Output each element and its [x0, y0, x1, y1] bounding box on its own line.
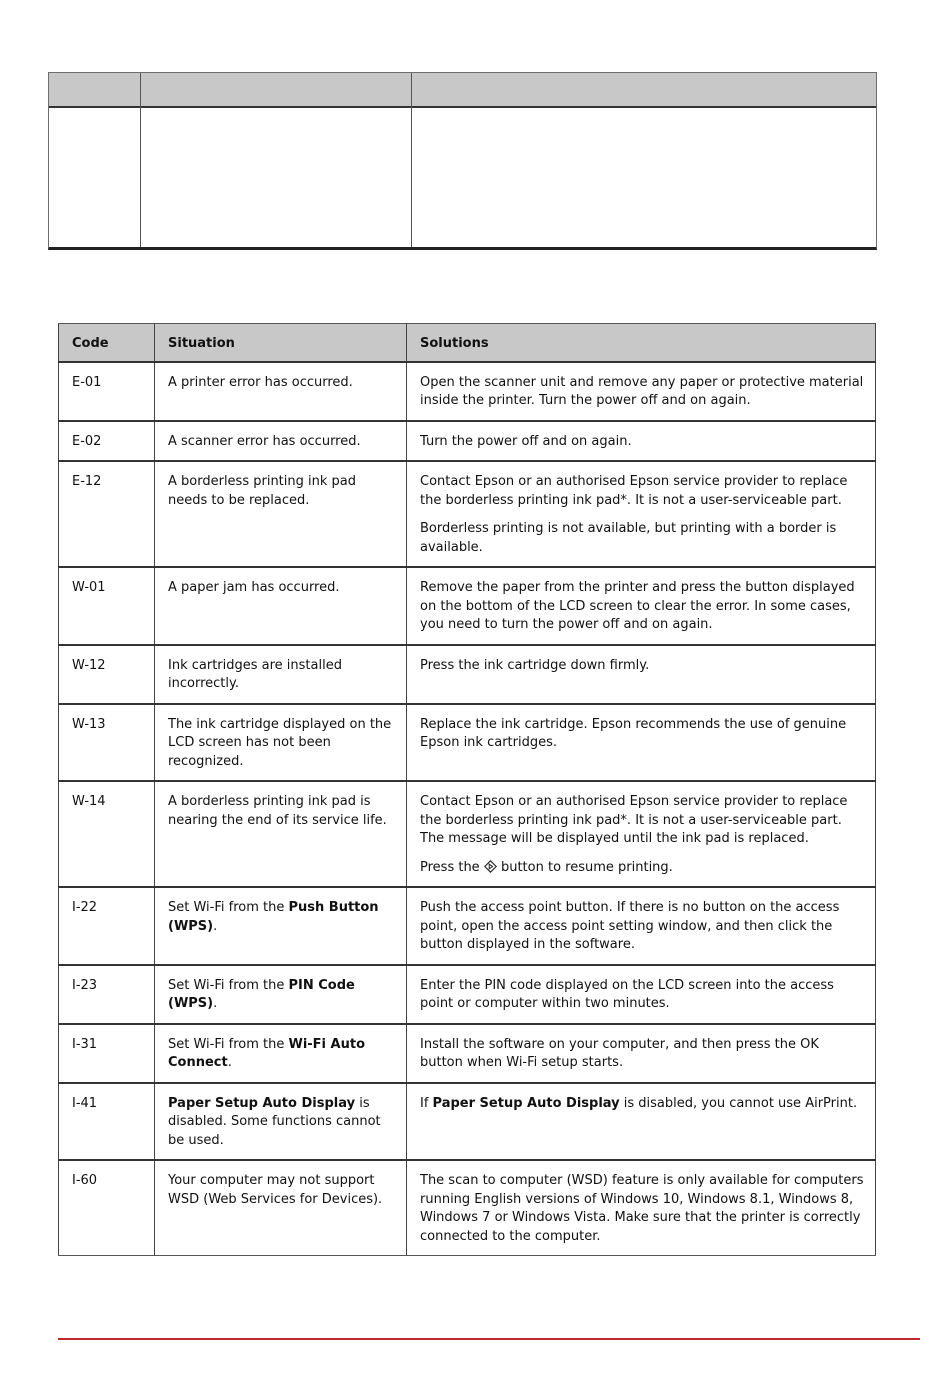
empty-table-divider — [140, 73, 141, 247]
solution-cell — [407, 781, 876, 887]
error-code: E-01 — [59, 362, 155, 421]
solution-cell — [407, 645, 876, 704]
solution-text: Install the software on your computer, and then press the OK button when Wi-Fi setup starts. — [420, 1036, 819, 1070]
table-row — [59, 887, 876, 965]
solution-cell — [407, 704, 876, 782]
solution-text: Contact Epson or an authorised Epson service provider to replace the borderless printing ink pad*. It is not a user-serviceable part. — [420, 474, 848, 508]
situation-cell — [155, 1083, 407, 1161]
solution-cell — [407, 1024, 876, 1083]
situation-text: Set Wi-Fi from the — [168, 900, 289, 915]
header-situation: Situation — [155, 324, 407, 362]
table-row — [59, 461, 876, 567]
situation-text: Set Wi-Fi from the — [168, 977, 289, 993]
solution-cell — [407, 887, 876, 965]
solution-text: Push the access point button. If there is no button on the access point, open the access point setting window, and then click the button displayed in the software. — [420, 900, 840, 952]
situation-cell — [155, 1024, 407, 1083]
situation-text: The ink cartridge displayed on the LCD screen has not been recognized. — [155, 704, 407, 782]
header-solutions: Solutions — [407, 324, 876, 362]
solution-cell — [407, 1083, 876, 1161]
error-code-table — [58, 323, 876, 1256]
table-row — [59, 421, 876, 462]
error-code: I-60 — [59, 1160, 155, 1256]
situation-text: . — [213, 918, 218, 934]
solution-text: Borderless printing is not available, but printing with a border is available. — [420, 521, 837, 555]
solution-text: is disabled, you cannot use AirPrint. — [619, 1095, 858, 1111]
situation-text: A paper jam has occurred. — [155, 567, 407, 645]
error-code: W-13 — [59, 704, 155, 782]
solution-text: Turn the power off and on again. — [420, 433, 632, 449]
situation-text: Your computer may not support WSD (Web Services for Devices). — [155, 1160, 407, 1256]
empty-table-header — [49, 73, 876, 108]
error-code: W-01 — [59, 567, 155, 645]
situation-text: A borderless printing ink pad needs to be replaced. — [155, 461, 407, 567]
error-code: I-22 — [59, 887, 155, 965]
situation-text: . — [213, 996, 218, 1011]
solution-setting: Paper Setup Auto Display — [432, 1095, 620, 1111]
error-code: I-23 — [59, 965, 155, 1024]
situation-cell — [155, 887, 407, 965]
table-row — [59, 645, 876, 704]
footer-rule — [58, 1338, 920, 1340]
empty-table — [48, 72, 877, 250]
error-code: W-12 — [59, 645, 155, 704]
resume-instruction — [420, 859, 865, 878]
situation-text: A scanner error has occurred. — [155, 421, 407, 462]
solution-cell — [407, 965, 876, 1024]
situation-text: Set Wi-Fi from the — [168, 1036, 289, 1052]
resume-text-pre: Press the — [420, 859, 480, 875]
solution-cell — [407, 421, 876, 462]
solution-text: Press the ink cartridge down firmly. — [420, 657, 650, 673]
solution-text: Enter the PIN code displayed on the LCD screen into the access point or computer within two minutes. — [420, 977, 834, 1011]
situation-setting: Push Button (WPS) — [168, 900, 379, 934]
situation-cell — [155, 965, 407, 1024]
solution-cell — [407, 1160, 876, 1256]
table-row — [59, 362, 876, 421]
situation-text: is disabled. Some functions cannot be used. — [168, 1095, 381, 1148]
situation-text: A borderless printing ink pad is nearing the end of its service life. — [155, 781, 407, 887]
solution-text: Replace the ink cartridge. Epson recommends the use of genuine Epson ink cartridges. — [420, 716, 847, 750]
solution-text: Contact Epson or an authorised Epson service provider to replace the borderless printing ink pad*. It is not a user-serviceable part. The message will be displayed until the ink pad is replaced. — [420, 794, 848, 846]
situation-setting: Wi-Fi Auto Connect — [168, 1036, 365, 1070]
table-row — [59, 704, 876, 782]
error-code: E-02 — [59, 421, 155, 462]
solution-text: The scan to computer (WSD) feature is only available for computers running English versions of Windows 10, Windows 8.1, Windows 8, Windows 7 or Windows Vista. Make sure that the printer is correctly connected to the computer. — [420, 1173, 864, 1244]
situation-setting: PIN Code (WPS) — [168, 977, 355, 1011]
start-icon — [484, 860, 497, 873]
error-code: I-41 — [59, 1083, 155, 1161]
table-header-row — [59, 324, 876, 362]
table-row — [59, 1083, 876, 1161]
solution-cell — [407, 362, 876, 421]
table-row — [59, 965, 876, 1024]
empty-table-divider — [411, 73, 412, 247]
solution-text: Remove the paper from the printer and press the button displayed on the bottom of the LCD screen to clear the error. In some cases, you need to turn the power off and on again. — [420, 580, 855, 632]
solution-cell — [407, 461, 876, 567]
table-row — [59, 1024, 876, 1083]
table-row — [59, 1160, 876, 1256]
resume-text-post: button to resume printing. — [500, 859, 673, 875]
table-row — [59, 781, 876, 887]
situation-text: Ink cartridges are installed incorrectly. — [155, 645, 407, 704]
situation-setting: Paper Setup Auto Display — [168, 1095, 356, 1111]
solution-cell — [407, 567, 876, 645]
table-row — [59, 567, 876, 645]
error-code: W-14 — [59, 781, 155, 887]
error-code: I-31 — [59, 1024, 155, 1083]
error-code: E-12 — [59, 461, 155, 567]
solution-text: If — [420, 1095, 433, 1111]
header-code: Code — [59, 324, 155, 362]
situation-text: . — [227, 1055, 232, 1070]
situation-text: A printer error has occurred. — [155, 362, 407, 421]
solution-text: Open the scanner unit and remove any paper or protective material inside the printer. Turn the power off and on again. — [420, 374, 864, 408]
